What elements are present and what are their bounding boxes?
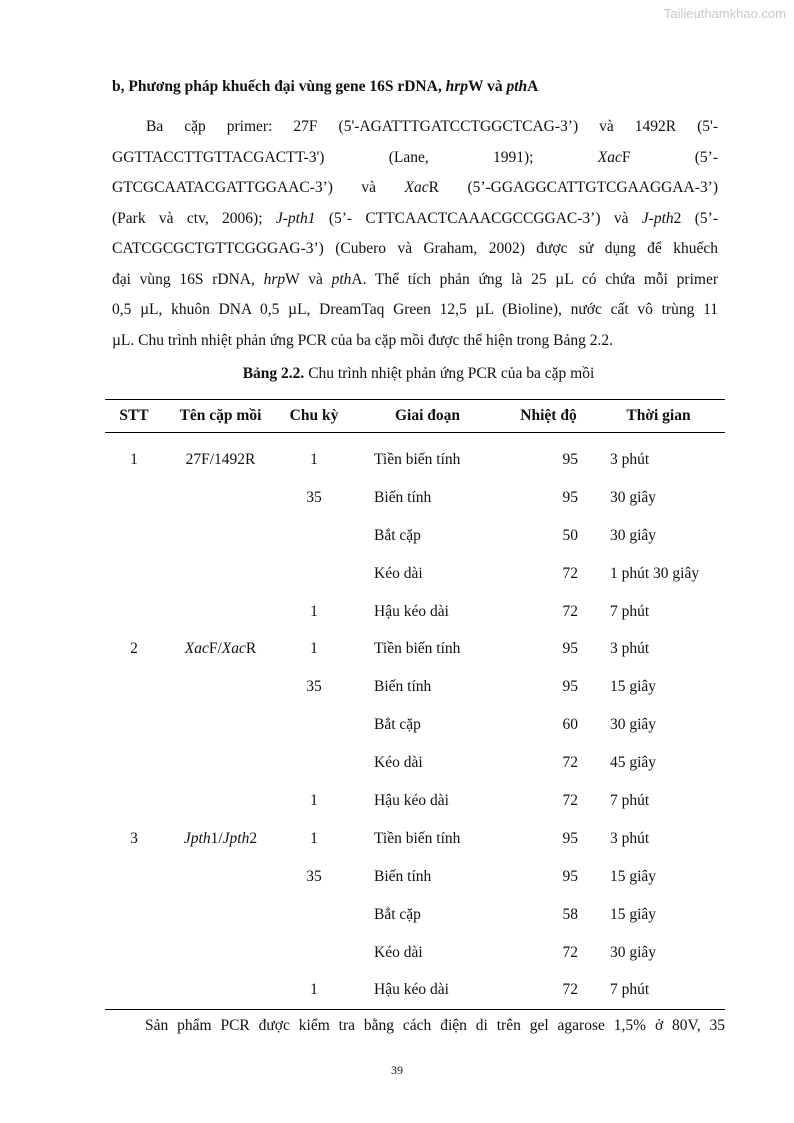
page-number: 39: [391, 1063, 403, 1077]
section-heading: [112, 78, 712, 96]
header-temperature: Nhiệt độ: [520, 407, 577, 424]
cell-stage: Hậu kéo dài: [374, 791, 449, 809]
methods-paragraph: [112, 112, 718, 356]
watermark: Tailieuthamkhao.com: [663, 6, 786, 21]
footer-paragraph: Sản phẩm PCR được kiểm tra bằng cách điện di trên gel agarose 1,5% ở 80V, 35: [145, 1017, 725, 1034]
para-line-3: GTCGCAATACGATTGGAAC-3’) và XacR (5’-GGAGGCATTGTCGAAGGAA-3’): [112, 179, 718, 196]
cell-cycle: 1: [310, 450, 318, 468]
cell-stt: [105, 479, 163, 517]
cell-stage: Kéo dài: [374, 754, 423, 772]
cell-stt: [105, 593, 163, 631]
cell-temperature: 58: [562, 905, 578, 923]
cell-stage: Hậu kéo dài: [374, 602, 449, 620]
cell-temperature: 72: [562, 602, 578, 620]
cell-stage: Bắt cặp: [374, 905, 421, 923]
cell-stage: Hậu kéo dài: [374, 981, 449, 999]
cell-primer-name: [163, 896, 278, 934]
table-row: [105, 744, 725, 782]
cell-stt: [105, 555, 163, 593]
heading-suffix: A: [527, 78, 539, 95]
cell-time: 3 phút: [610, 829, 650, 847]
cell-stt: [105, 706, 163, 744]
heading-text: b, Phương pháp khuếch đại vùng gene 16S rDNA,: [112, 78, 446, 95]
cell-cycle: [278, 517, 350, 555]
cell-temperature: 72: [562, 791, 578, 809]
cell-stt: 2: [130, 640, 138, 658]
header-stage: Giai đoạn: [394, 407, 461, 424]
table-row: [105, 479, 725, 517]
cell-time: 30 giây: [610, 488, 657, 506]
cell-stt: [105, 668, 163, 706]
cell-cycle: 1: [310, 640, 318, 658]
cell-primer-name: [163, 706, 278, 744]
table-row: [105, 630, 725, 668]
heading-hrp: hrp: [445, 78, 468, 95]
cell-primer-name: [163, 744, 278, 782]
cell-cycle: [278, 555, 350, 593]
cell-time: 3 phút: [610, 450, 650, 468]
cell-primer-name: [163, 858, 278, 896]
cell-stt: [105, 782, 163, 820]
cell-primer-name: [163, 555, 278, 593]
cell-stage: Biến tính: [374, 678, 432, 696]
cell-temperature: 72: [562, 943, 578, 961]
cell-stage: Tiền biến tính: [374, 829, 461, 847]
cell-primer-name: [163, 782, 278, 820]
cell-stage: Bắt cặp: [374, 526, 421, 544]
cell-primer-name: Jpth1/Jpth2: [183, 829, 258, 847]
cell-primer-name: [163, 479, 278, 517]
cell-cycle: 35: [306, 678, 322, 696]
cell-stt: [105, 744, 163, 782]
header-primer-name: Tên cặp mồi: [179, 407, 262, 424]
cell-cycle: 1: [310, 981, 318, 999]
header-time: Thời gian: [626, 407, 691, 424]
cell-time: 7 phút: [610, 791, 650, 809]
heading-text-2: W và: [467, 78, 507, 95]
cell-temperature: 95: [562, 640, 578, 658]
cell-cycle: [278, 706, 350, 744]
cell-stt: [105, 971, 163, 1009]
table-row: [105, 782, 725, 820]
cell-time: 30 giây: [610, 716, 657, 734]
cell-time: 45 giây: [610, 754, 657, 772]
cell-stage: Kéo dài: [374, 564, 423, 582]
cell-cycle: [278, 896, 350, 934]
cell-stage: Tiền biến tính: [374, 640, 461, 658]
cell-time: 30 giây: [610, 526, 657, 544]
cell-time: 30 giây: [610, 943, 657, 961]
cell-cycle: 1: [310, 829, 318, 847]
cell-primer-name: [163, 971, 278, 1009]
cell-stage: Tiền biến tính: [374, 450, 461, 468]
table-row: [105, 517, 725, 555]
cell-temperature: 72: [562, 754, 578, 772]
cell-time: 3 phút: [610, 640, 650, 658]
para-line-4: (Park và ctv, 2006); J-pth1 (5’- CTTCAACTCAAACGCCGGAC-3’) và J-pth2 (5’-: [112, 209, 718, 227]
cell-temperature: 95: [562, 867, 578, 885]
cell-cycle: 35: [306, 488, 322, 506]
table-row: [105, 820, 725, 858]
cell-temperature: 95: [562, 678, 578, 696]
cell-time: 1 phút 30 giây: [610, 564, 700, 582]
table-row: [105, 668, 725, 706]
table-caption: [112, 365, 725, 383]
table-row: [105, 858, 725, 896]
para-line-6: đại vùng 16S rDNA, hrpW và pthA. Thể tích phản ứng là 25 µL có chứa mỗi primer: [112, 270, 718, 288]
table-row: [105, 896, 725, 934]
header-stt: STT: [119, 407, 149, 424]
cell-primer-name: [163, 668, 278, 706]
table-header-row: [105, 400, 725, 433]
table-row: [105, 555, 725, 593]
cell-stage: Bắt cặp: [374, 716, 421, 734]
cell-stt: [105, 896, 163, 934]
cell-primer-name: [163, 593, 278, 631]
cell-primer-name: XacF/XacR: [184, 640, 257, 658]
cell-cycle: [278, 934, 350, 972]
cell-stage: Biến tính: [374, 867, 432, 885]
table-row: [105, 706, 725, 744]
para-line-1: Ba cặp primer: 27F (5'-AGATTTGATCCTGGCTCAG-3’) và 1492R (5'-: [146, 118, 718, 135]
cell-temperature: 95: [562, 829, 578, 847]
cell-cycle: [278, 744, 350, 782]
cell-stt: 3: [130, 829, 138, 847]
caption-label: Bảng 2.2.: [242, 365, 305, 382]
cell-cycle: 1: [310, 791, 318, 809]
para-line-5: CATCGCGCTGTTCGGGAG-3’) (Cubero và Graham, 2002) được sử dụng để khuếch: [112, 240, 718, 257]
table-row: [105, 971, 725, 1009]
caption-text: Chu trình nhiệt phản ứng PCR của ba cặp mồi: [304, 365, 595, 382]
cell-cycle: 1: [310, 602, 318, 620]
cell-temperature: 60: [562, 716, 578, 734]
table-row: [105, 593, 725, 631]
cell-stt: [105, 858, 163, 896]
cell-cycle: 35: [306, 867, 322, 885]
cell-time: 15 giây: [610, 867, 657, 885]
cell-temperature: 95: [562, 450, 578, 468]
cell-primer-name: [163, 934, 278, 972]
para-line-2: GGTTACCTTGTTACGACTT-3') (Lane, 1991); XacF (5’-: [112, 148, 718, 166]
cell-primer-name: [163, 517, 278, 555]
header-cycle: Chu kỳ: [289, 407, 339, 424]
cell-time: 7 phút: [610, 981, 650, 999]
cell-stt: [105, 517, 163, 555]
cell-stt: [105, 934, 163, 972]
table-row: [105, 934, 725, 972]
cell-stage: Kéo dài: [374, 943, 423, 961]
cell-temperature: 72: [562, 981, 578, 999]
heading-pth: pth: [506, 78, 528, 95]
cell-primer-name: 27F/1492R: [185, 450, 256, 468]
para-line-8: µL. Chu trình nhiệt phản ứng PCR của ba cặp mồi được thể hiện trong Bảng 2.2.: [112, 331, 614, 349]
cell-temperature: 50: [562, 526, 578, 544]
cell-time: 7 phút: [610, 602, 650, 620]
table-row: [105, 433, 725, 479]
cell-stt: 1: [130, 450, 138, 468]
cell-stage: Biến tính: [374, 488, 432, 506]
cell-time: 15 giây: [610, 905, 657, 923]
para-line-7: 0,5 µL, khuôn DNA 0,5 µL, DreamTaq Green 12,5 µL (Bioline), nước cất vô trùng 11: [112, 301, 718, 318]
cell-temperature: 95: [562, 488, 578, 506]
pcr-cycle-table: [105, 399, 725, 1010]
cell-time: 15 giây: [610, 678, 657, 696]
cell-temperature: 72: [562, 564, 578, 582]
